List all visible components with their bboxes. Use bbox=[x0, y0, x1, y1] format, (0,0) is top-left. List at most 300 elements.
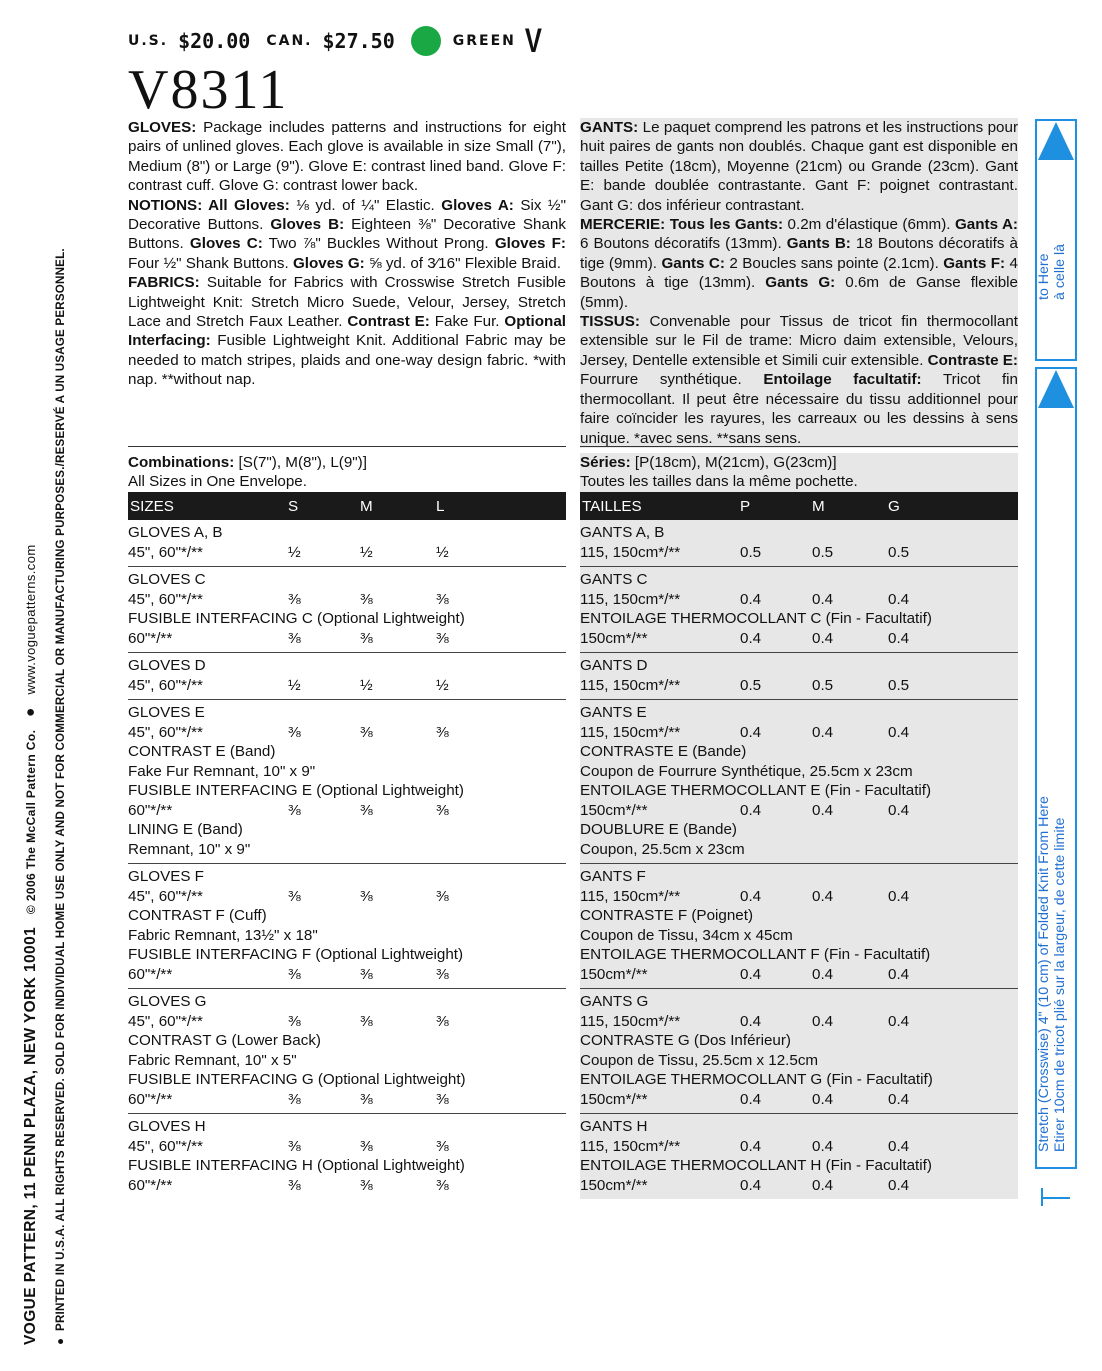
table-row bbox=[128, 703, 566, 723]
fabrics-heading: FABRICS: bbox=[128, 274, 200, 292]
row-label: ENTOILAGE THERMOCOLLANT H (Fin - Facultatif) bbox=[580, 1157, 932, 1174]
row-value: ⅜ bbox=[288, 629, 301, 647]
series bbox=[580, 453, 1018, 492]
to-here-fr: à celle là bbox=[1052, 244, 1068, 300]
row-value: ⅜ bbox=[288, 1176, 301, 1194]
row-label: GANTS E bbox=[580, 704, 647, 721]
row-label: CONTRAST G (Lower Back) bbox=[128, 1032, 321, 1049]
table-row bbox=[580, 801, 1018, 821]
row-value: ⅜ bbox=[436, 629, 449, 647]
notions-a-label: Gloves A: bbox=[441, 196, 514, 214]
table-row-group bbox=[580, 520, 1018, 566]
row-label: CONTRAST F (Cuff) bbox=[128, 907, 267, 924]
table-row bbox=[128, 926, 566, 946]
row-label: CONTRASTE G (Dos Inférieur) bbox=[580, 1032, 791, 1049]
row-label: LINING E (Band) bbox=[128, 821, 243, 838]
notions-c: Two ⅞" Buckles Without Prong. bbox=[268, 235, 489, 253]
row-label: GLOVES E bbox=[128, 704, 205, 721]
website: www.voguepatterns.com bbox=[23, 544, 38, 695]
table-header bbox=[128, 492, 566, 520]
row-value: 0.4 bbox=[740, 1176, 762, 1194]
row-value: 0.4 bbox=[740, 629, 762, 647]
row-value: 0.4 bbox=[812, 801, 834, 819]
price-header bbox=[128, 21, 545, 60]
gants-heading: GANTS: bbox=[580, 119, 639, 136]
table-row bbox=[580, 867, 1018, 887]
notions-f-label: Gloves F: bbox=[494, 235, 566, 253]
row-value: ⅜ bbox=[436, 801, 449, 819]
row-value: 0.4 bbox=[888, 1090, 910, 1108]
table-row-group bbox=[128, 520, 566, 566]
row-label: 45", 60"*/** bbox=[128, 723, 203, 741]
table-row-group bbox=[580, 1113, 1018, 1199]
stretch-to-here bbox=[1036, 244, 1068, 300]
table-row bbox=[128, 945, 566, 965]
combinations-sub: All Sizes in One Envelope. bbox=[128, 473, 307, 491]
table-row bbox=[128, 609, 566, 629]
table-row bbox=[580, 1156, 1018, 1176]
table-row bbox=[128, 656, 566, 676]
table-row bbox=[580, 992, 1018, 1012]
table-row-group bbox=[580, 652, 1018, 699]
row-value: 0.4 bbox=[888, 723, 910, 741]
header-size-col: M bbox=[812, 497, 825, 515]
row-value: ½ bbox=[288, 543, 301, 561]
table-row bbox=[580, 723, 1018, 743]
row-value: 0.5 bbox=[740, 543, 762, 561]
publisher-address: VOGUE PATTERN, 11 PENN PLAZA, NEW YORK 10001 bbox=[22, 926, 39, 1345]
table-row-group bbox=[580, 699, 1018, 863]
merc-c: 2 Boucles sans pointe (2.1cm). bbox=[729, 254, 939, 272]
tissus-text: Convenable pour Tissus de tricot fin thermocollant extensible sur le Fil de trame: Micro daim extensible, Velours, Jersey, Dentelle extensible et Simili cuir extensible. bbox=[580, 313, 1018, 369]
row-value: ⅜ bbox=[436, 1090, 449, 1108]
can-price: $27.50 bbox=[322, 29, 395, 53]
row-value: ⅜ bbox=[436, 965, 449, 983]
row-label: 150cm*/** bbox=[580, 1090, 648, 1108]
table-row bbox=[128, 1137, 566, 1157]
row-label: FUSIBLE INTERFACING G (Optional Lightweight) bbox=[128, 1071, 466, 1088]
table-row bbox=[128, 992, 566, 1012]
row-label: GANTS D bbox=[580, 657, 648, 674]
row-value: ½ bbox=[360, 543, 373, 561]
row-label: CONTRASTE E (Bande) bbox=[580, 743, 747, 760]
row-label: GLOVES F bbox=[128, 868, 204, 885]
row-value: 0.4 bbox=[740, 887, 762, 905]
row-label: Remnant, 10" x 9" bbox=[128, 840, 251, 858]
row-label: 60"*/** bbox=[128, 965, 173, 983]
row-value: ½ bbox=[288, 676, 301, 694]
row-label: 60"*/** bbox=[128, 629, 173, 647]
combinations bbox=[128, 453, 367, 492]
can-label: CAN. bbox=[266, 33, 313, 49]
row-value: ⅜ bbox=[360, 1012, 373, 1030]
merc-a: 6 Boutons décoratifs (13mm). bbox=[580, 235, 782, 253]
row-value: 0.4 bbox=[740, 1090, 762, 1108]
row-label: 150cm*/** bbox=[580, 801, 648, 819]
contrast-heading: Contrast E: bbox=[347, 313, 430, 331]
row-value: ⅜ bbox=[436, 1012, 449, 1030]
row-label: 150cm*/** bbox=[580, 1176, 648, 1194]
color-label: GREEN bbox=[452, 33, 516, 49]
gloves-heading: GLOVES: bbox=[128, 119, 197, 136]
row-value: 0.4 bbox=[812, 629, 834, 647]
header-size-col: S bbox=[288, 497, 299, 515]
table-row bbox=[580, 523, 1018, 543]
table-row bbox=[580, 762, 1018, 782]
row-value: ⅜ bbox=[436, 887, 449, 905]
row-value: ⅜ bbox=[436, 590, 449, 608]
row-value: ⅜ bbox=[360, 1090, 373, 1108]
row-label: FUSIBLE INTERFACING H (Optional Lightweight) bbox=[128, 1157, 465, 1174]
row-value: ⅜ bbox=[436, 1137, 449, 1155]
row-label: 115, 150cm*/** bbox=[580, 723, 681, 741]
row-value: ⅜ bbox=[360, 1176, 373, 1194]
row-value: 0.4 bbox=[812, 887, 834, 905]
contrast-text: Fake Fur. bbox=[434, 313, 500, 331]
rights-line bbox=[54, 248, 67, 1345]
table-row bbox=[580, 1117, 1018, 1137]
pattern-number: V8311 bbox=[128, 59, 289, 121]
table-row bbox=[580, 840, 1018, 860]
french-description bbox=[580, 118, 1018, 448]
us-label: U.S. bbox=[128, 33, 169, 49]
row-label: 45", 60"*/** bbox=[128, 887, 203, 905]
row-label: DOUBLURE E (Bande) bbox=[580, 821, 737, 838]
up-arrow-icon bbox=[1038, 122, 1074, 160]
table-row-group bbox=[128, 699, 566, 863]
header-size-col: M bbox=[360, 497, 373, 515]
row-label: 115, 150cm*/** bbox=[580, 590, 681, 608]
table-row bbox=[128, 742, 566, 762]
table-row bbox=[580, 676, 1018, 696]
row-label: ENTOILAGE THERMOCOLLANT G (Fin - Facultatif) bbox=[580, 1071, 933, 1088]
table-row bbox=[580, 703, 1018, 723]
row-label: 115, 150cm*/** bbox=[580, 1137, 681, 1155]
publisher-line bbox=[22, 544, 40, 1345]
gloves-text: Package includes patterns and instructions for eight pairs of unlined gloves. Each glove is available in size Small (7"), Medium (8") or Large (9"). Glove E: contrast lined band. Glove F: contrast cuff. Glove G: contrast lower back. bbox=[128, 119, 566, 195]
row-value: ⅜ bbox=[436, 1176, 449, 1194]
row-label: GANTS G bbox=[580, 993, 649, 1010]
green-dot-icon bbox=[411, 26, 441, 56]
notions-g: ⅝ yd. of 3⁄16" Flexible Braid. bbox=[368, 254, 561, 272]
notions-heading: NOTIONS: All Gloves: bbox=[128, 196, 290, 214]
table-row bbox=[580, 781, 1018, 801]
table-row bbox=[128, 801, 566, 821]
table-row bbox=[580, 742, 1018, 762]
combinations-value: [S(7"), M(8"), L(9")] bbox=[238, 454, 367, 471]
row-label: ENTOILAGE THERMOCOLLANT E (Fin - Facultatif) bbox=[580, 782, 932, 799]
copyright: © 2006 The McCall Pattern Co. bbox=[24, 729, 38, 915]
row-value: 0.4 bbox=[888, 629, 910, 647]
rights-text: PRINTED IN U.S.A. ALL RIGHTS RESERVED. SOLD FOR INDIVIDUAL HOME USE ONLY AND NOT FOR COMMERCIAL OR MANUFACTURING PURPOSES./RESERVÉ A UN USAGE PERSONNEL. bbox=[54, 248, 67, 1331]
merc-f: 4 Boutons à tige (13mm). bbox=[580, 254, 1018, 292]
row-label: GLOVES C bbox=[128, 571, 206, 588]
table-row bbox=[128, 629, 566, 649]
table-row bbox=[128, 543, 566, 563]
bullet-icon: ● bbox=[54, 1330, 67, 1345]
row-label: FUSIBLE INTERFACING F (Optional Lightweight) bbox=[128, 946, 464, 963]
row-value: 0.4 bbox=[888, 1176, 910, 1194]
row-value: ⅜ bbox=[288, 887, 301, 905]
table-row bbox=[580, 1137, 1018, 1157]
header-size-col: G bbox=[888, 497, 900, 515]
row-value: 0.4 bbox=[812, 1176, 834, 1194]
row-label: 45", 60"*/** bbox=[128, 676, 203, 694]
merc-b-label: Gants B: bbox=[786, 235, 851, 253]
from-here-fr: Etirer 10cm de tricot plié sur la largeur, de cette limite bbox=[1052, 817, 1068, 1152]
row-label: 115, 150cm*/** bbox=[580, 543, 681, 561]
up-arrow-icon-2 bbox=[1038, 370, 1074, 408]
row-label: Coupon de Fourrure Synthétique, 25.5cm x 23cm bbox=[580, 762, 913, 780]
row-label: 150cm*/** bbox=[580, 629, 648, 647]
table-row bbox=[128, 1051, 566, 1071]
us-price: $20.00 bbox=[178, 29, 251, 53]
merc-all: 0.2m d'élastique (6mm). bbox=[787, 216, 951, 234]
row-label: 60"*/** bbox=[128, 801, 173, 819]
row-value: 0.5 bbox=[812, 543, 834, 561]
entoilage-text: Tricot fin thermocollant. Il peut être nécessaire du tissu additionnel pour faire coïncider les rayures, les carreaux ou les dessins à sens unique. *avec sens. **sans sens. bbox=[580, 371, 1018, 447]
notions-b-label: Gloves B: bbox=[270, 216, 345, 234]
row-value: ⅜ bbox=[288, 1137, 301, 1155]
row-label: 150cm*/** bbox=[580, 965, 648, 983]
table-row bbox=[128, 867, 566, 887]
row-value: ½ bbox=[436, 543, 449, 561]
table-row bbox=[580, 1070, 1018, 1090]
series-value: [P(18cm), M(21cm), G(23cm)] bbox=[634, 454, 837, 471]
table-row bbox=[128, 1090, 566, 1110]
table-row-group bbox=[128, 988, 566, 1113]
row-label: CONTRAST E (Band) bbox=[128, 743, 276, 760]
tissus-heading: TISSUS: bbox=[580, 313, 640, 331]
table-row bbox=[580, 570, 1018, 590]
row-value: 0.4 bbox=[888, 965, 910, 983]
notions-all: ⅛ yd. of ¼" Elastic. bbox=[296, 196, 435, 214]
row-value: 0.5 bbox=[812, 676, 834, 694]
merc-b: 18 Boutons décoratifs à tige (9mm). bbox=[580, 235, 1018, 272]
merc-f-label: Gants F: bbox=[943, 254, 1006, 272]
row-label: GANTS C bbox=[580, 571, 648, 588]
table-row bbox=[580, 1176, 1018, 1196]
divider-fr bbox=[580, 446, 1018, 447]
row-value: 0.4 bbox=[812, 965, 834, 983]
row-value: 0.4 bbox=[888, 887, 910, 905]
table-row bbox=[128, 1117, 566, 1137]
row-value: 0.4 bbox=[740, 590, 762, 608]
row-label: ENTOILAGE THERMOCOLLANT C (Fin - Facultatif) bbox=[580, 610, 932, 627]
row-value: 0.4 bbox=[812, 1137, 834, 1155]
table-row bbox=[580, 965, 1018, 985]
notions-g-label: Gloves G: bbox=[292, 254, 365, 272]
row-label: Coupon, 25.5cm x 23cm bbox=[580, 840, 745, 858]
table-row-group bbox=[580, 566, 1018, 652]
row-label: GANTS H bbox=[580, 1118, 648, 1135]
table-row bbox=[128, 762, 566, 782]
table-row bbox=[580, 945, 1018, 965]
table-row bbox=[580, 1051, 1018, 1071]
row-value: ⅜ bbox=[288, 965, 301, 983]
row-label: GLOVES G bbox=[128, 993, 207, 1010]
row-value: 0.4 bbox=[812, 723, 834, 741]
from-here-en: Stretch (Crosswise) 4" (10 cm) of Folded Knit From Here bbox=[1036, 796, 1052, 1152]
table-row-group bbox=[128, 1113, 566, 1199]
row-label: GANTS F bbox=[580, 868, 646, 885]
row-label: 115, 150cm*/** bbox=[580, 1012, 681, 1030]
row-value: 0.4 bbox=[740, 965, 762, 983]
table-row-group bbox=[128, 863, 566, 988]
table-row-group bbox=[580, 988, 1018, 1113]
row-label: Fabric Remnant, 13½" x 18" bbox=[128, 926, 318, 944]
table-row bbox=[580, 629, 1018, 649]
row-label: FUSIBLE INTERFACING E (Optional Lightweight) bbox=[128, 782, 464, 799]
notions-f: Four ½" Shank Buttons. bbox=[128, 254, 289, 272]
table-row bbox=[128, 570, 566, 590]
table-row bbox=[128, 820, 566, 840]
yardage-table-fr bbox=[580, 492, 1018, 1199]
table-row bbox=[128, 887, 566, 907]
row-label: 45", 60"*/** bbox=[128, 1137, 203, 1155]
table-row bbox=[580, 820, 1018, 840]
row-value: 0.4 bbox=[888, 1137, 910, 1155]
bullet-icon: ● bbox=[22, 707, 39, 717]
table-row bbox=[128, 1156, 566, 1176]
table-row bbox=[580, 656, 1018, 676]
contraste-heading: Contraste E: bbox=[927, 351, 1018, 369]
contraste-text: Fourrure synthétique. bbox=[580, 371, 742, 389]
divider-en bbox=[128, 446, 566, 447]
header-size-col: P bbox=[740, 497, 751, 515]
combinations-heading: Combinations: bbox=[128, 454, 235, 471]
table-row bbox=[580, 609, 1018, 629]
vogue-mark: V bbox=[524, 21, 542, 60]
row-value: ⅜ bbox=[360, 965, 373, 983]
row-value: 0.5 bbox=[888, 676, 910, 694]
table-row bbox=[580, 590, 1018, 610]
row-value: ⅜ bbox=[288, 590, 301, 608]
row-label: 60"*/** bbox=[128, 1176, 173, 1194]
merc-a-label: Gants A: bbox=[954, 216, 1018, 234]
row-value: ⅜ bbox=[288, 1090, 301, 1108]
table-row-group bbox=[128, 652, 566, 699]
row-value: ½ bbox=[436, 676, 449, 694]
table-row bbox=[580, 1090, 1018, 1110]
stretch-from-here bbox=[1036, 796, 1068, 1152]
row-value: 0.4 bbox=[812, 1090, 834, 1108]
table-row bbox=[128, 590, 566, 610]
header-sizes: TAILLES bbox=[582, 497, 642, 515]
row-value: 0.4 bbox=[812, 590, 834, 608]
table-header bbox=[580, 492, 1018, 520]
table-row bbox=[128, 840, 566, 860]
row-value: 0.4 bbox=[740, 1137, 762, 1155]
row-value: 0.5 bbox=[888, 543, 910, 561]
table-row bbox=[128, 523, 566, 543]
table-row bbox=[580, 1031, 1018, 1051]
table-row bbox=[128, 676, 566, 696]
row-value: ⅜ bbox=[288, 723, 301, 741]
mercerie-heading: MERCERIE: Tous les Gants: bbox=[580, 216, 784, 234]
series-sub: Toutes les tailles dans la même pochette. bbox=[580, 473, 858, 491]
row-value: 0.4 bbox=[740, 801, 762, 819]
notions-c-label: Gloves C: bbox=[189, 235, 263, 253]
row-value: 0.4 bbox=[812, 1012, 834, 1030]
row-label: GLOVES D bbox=[128, 657, 206, 674]
row-label: GLOVES A, B bbox=[128, 524, 223, 541]
table-row bbox=[580, 1012, 1018, 1032]
row-label: ENTOILAGE THERMOCOLLANT F (Fin - Facultatif) bbox=[580, 946, 931, 963]
table-row bbox=[580, 887, 1018, 907]
row-value: ⅜ bbox=[360, 887, 373, 905]
entoilage-heading: Entoilage facultatif: bbox=[763, 371, 922, 389]
series-heading: Séries: bbox=[580, 454, 631, 471]
row-label: GLOVES H bbox=[128, 1118, 206, 1135]
row-label: 115, 150cm*/** bbox=[580, 887, 681, 905]
row-value: 0.5 bbox=[740, 676, 762, 694]
row-label: 45", 60"*/** bbox=[128, 590, 203, 608]
row-label: 45", 60"*/** bbox=[128, 543, 203, 561]
row-label: FUSIBLE INTERFACING C (Optional Lightweight) bbox=[128, 610, 465, 627]
table-row bbox=[580, 543, 1018, 563]
merc-g-label: Gants G: bbox=[765, 274, 836, 292]
table-row bbox=[128, 1031, 566, 1051]
gants-text: Le paquet comprend les patrons et les instructions pour huit paires de gants non doublés. Chaque gant est disponible en tailles Petite (18cm), Moyenne (21cm) ou Grande (23cm). Gant E: bande doublée contrastante. Gant F: poignet contrastant. Gant G: dos inférieur contrastant. bbox=[580, 119, 1018, 214]
english-description bbox=[128, 118, 566, 390]
row-label: 115, 150cm*/** bbox=[580, 676, 681, 694]
row-value: ⅜ bbox=[360, 629, 373, 647]
row-value: ⅜ bbox=[360, 723, 373, 741]
table-row bbox=[128, 781, 566, 801]
row-label: Coupon de Tissu, 25.5cm x 12.5cm bbox=[580, 1051, 819, 1069]
header-sizes: SIZES bbox=[130, 497, 174, 515]
table-row bbox=[580, 926, 1018, 946]
row-value: ⅜ bbox=[360, 590, 373, 608]
table-row bbox=[128, 965, 566, 985]
merc-g: 0.6m de Ganse flexible (5mm). bbox=[580, 274, 1018, 311]
row-label: 45", 60"*/** bbox=[128, 1012, 203, 1030]
row-value: ⅜ bbox=[360, 801, 373, 819]
row-label: Fake Fur Remnant, 10" x 9" bbox=[128, 762, 316, 780]
row-value: ½ bbox=[360, 676, 373, 694]
row-value: 0.4 bbox=[888, 590, 910, 608]
notions-a: Six ½" Decorative Buttons. bbox=[128, 196, 566, 234]
yardage-table-en bbox=[128, 492, 566, 1199]
row-value: ⅜ bbox=[288, 1012, 301, 1030]
table-row bbox=[128, 906, 566, 926]
interfacing-heading: Optional Interfacing: bbox=[128, 313, 566, 350]
table-row-group bbox=[580, 863, 1018, 988]
to-here-en: to Here bbox=[1036, 253, 1052, 300]
row-label: Fabric Remnant, 10" x 5" bbox=[128, 1051, 297, 1069]
table-row bbox=[128, 1070, 566, 1090]
table-row bbox=[128, 1176, 566, 1196]
row-label: Coupon de Tissu, 34cm x 45cm bbox=[580, 926, 793, 944]
fabrics-text: Suitable for Fabrics with Crosswise Stretch Fusible Lightweight Knit: Stretch Micro Suede, Velour, Jersey, Stretch Lace and Stretch Faux Leather. bbox=[128, 274, 566, 331]
table-row bbox=[128, 1012, 566, 1032]
table-row bbox=[128, 723, 566, 743]
notions-b: Eighteen ⅜" Decorative Shank Buttons. bbox=[128, 216, 566, 253]
row-value: 0.4 bbox=[740, 1012, 762, 1030]
merc-c-label: Gants C: bbox=[661, 254, 725, 272]
row-value: 0.4 bbox=[888, 801, 910, 819]
row-value: ⅜ bbox=[360, 1137, 373, 1155]
row-label: GANTS A, B bbox=[580, 524, 665, 541]
row-label: CONTRASTE F (Poignet) bbox=[580, 907, 754, 924]
header-size-col: L bbox=[436, 497, 445, 515]
row-value: 0.4 bbox=[740, 723, 762, 741]
row-value: 0.4 bbox=[888, 1012, 910, 1030]
row-value: ⅜ bbox=[436, 723, 449, 741]
table-row bbox=[580, 906, 1018, 926]
row-value: ⅜ bbox=[288, 801, 301, 819]
